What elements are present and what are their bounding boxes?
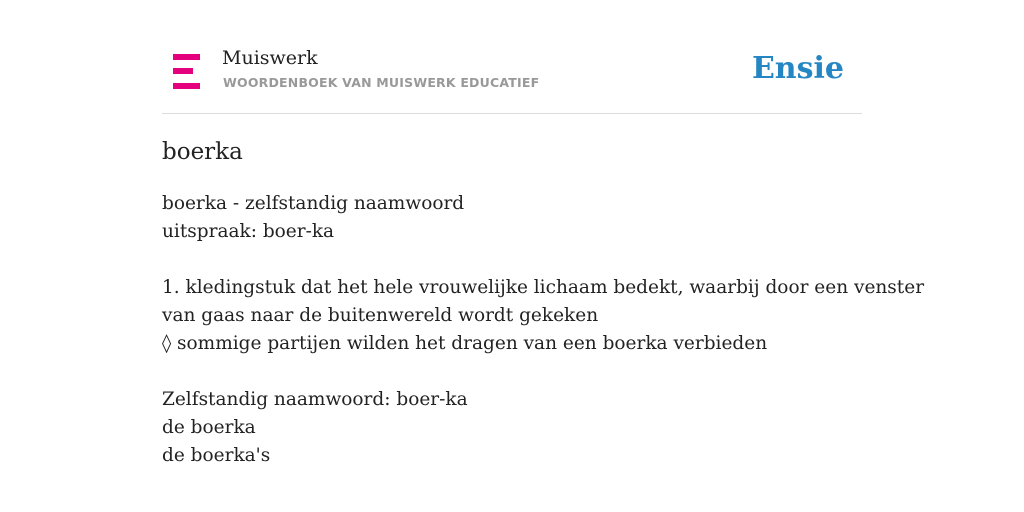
spacer [162, 358, 862, 386]
example-sentence: ◊ sommige partijen wilden het dragen van een boerka verbieden [162, 333, 768, 354]
entry-body [162, 190, 925, 470]
logo-bar-middle [173, 68, 193, 74]
ensie-logo-link[interactable]: Ensie [751, 51, 844, 86]
logo-bar-top [173, 54, 200, 60]
brand-name[interactable]: Muiswerk [222, 47, 318, 69]
pronunciation-line: uitspraak: boer-ka [162, 221, 335, 242]
logo-bar-bottom [173, 83, 200, 89]
muiswerk-logo-icon[interactable] [173, 54, 200, 89]
word-type-line: boerka - zelfstandig naamwoord [162, 193, 465, 214]
grammar-line: Zelfstandig naamwoord: boer-ka [162, 389, 468, 410]
definition-line-1: 1. kledingstuk dat het hele vrouwelijke lichaam bedekt, waarbij door een venster [162, 277, 925, 298]
site-header [162, 40, 862, 114]
definition-line-2: van gaas naar de buitenwereld wordt gekeken [162, 305, 599, 326]
plural-form: de boerka's [162, 445, 271, 466]
entry-title: boerka [162, 139, 243, 165]
brand-subtitle: WOORDENBOEK VAN MUISWERK EDUCATIEF [223, 75, 540, 90]
singular-form: de boerka [162, 417, 256, 438]
spacer [162, 246, 862, 274]
